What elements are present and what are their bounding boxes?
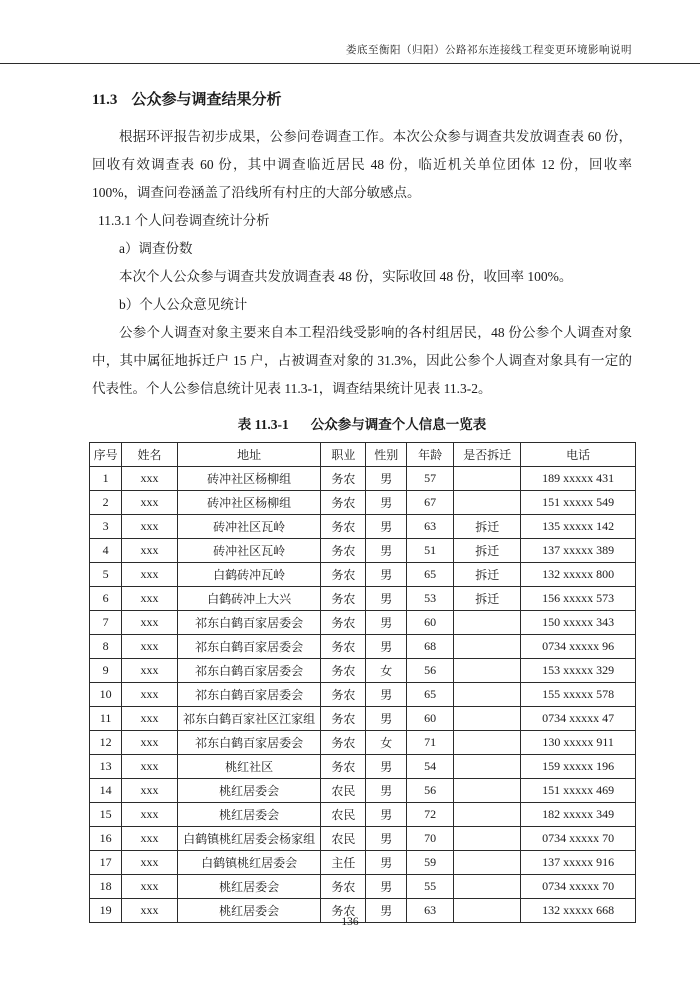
table-cell: 65 <box>407 563 454 587</box>
table-cell <box>454 779 521 803</box>
table-cell: 男 <box>366 779 407 803</box>
table-cell: 农民 <box>321 803 366 827</box>
table-header-cell: 年龄 <box>407 443 454 467</box>
table-cell: 砖冲社区瓦岭 <box>177 539 321 563</box>
table-cell: 砖冲社区杨柳组 <box>177 467 321 491</box>
table-cell: 务农 <box>321 731 366 755</box>
table-cell: 男 <box>366 827 407 851</box>
table-cell: xxx <box>122 827 178 851</box>
table-cell: xxx <box>122 515 178 539</box>
table-cell: 祁东白鹤百家居委会 <box>177 611 321 635</box>
table-cell: 182 xxxxx 349 <box>521 803 636 827</box>
table-cell: 务农 <box>321 659 366 683</box>
table-cell <box>454 851 521 875</box>
table-row <box>90 851 636 875</box>
table-cell: 11 <box>90 707 122 731</box>
table-header-cell: 性别 <box>366 443 407 467</box>
table-cell: 拆迁 <box>454 539 521 563</box>
table-cell: 155 xxxxx 578 <box>521 683 636 707</box>
table-cell: 189 xxxxx 431 <box>521 467 636 491</box>
table-cell <box>454 875 521 899</box>
table-cell: 男 <box>366 803 407 827</box>
table-cell: xxx <box>122 803 178 827</box>
table-cell: 桃红居委会 <box>177 899 321 923</box>
table-cell: 务农 <box>321 611 366 635</box>
table-cell: 男 <box>366 563 407 587</box>
table-caption-title: 公众参与调查个人信息一览表 <box>310 417 487 432</box>
table-cell: 拆迁 <box>454 587 521 611</box>
table-row <box>90 587 636 611</box>
table-cell: 8 <box>90 635 122 659</box>
table-row <box>90 659 636 683</box>
table-cell: 13 <box>90 755 122 779</box>
page-number: 136 <box>341 916 359 928</box>
table-cell: xxx <box>122 587 178 611</box>
table-cell: 151 xxxxx 469 <box>521 779 636 803</box>
table-cell: 56 <box>407 659 454 683</box>
table-cell: 72 <box>407 803 454 827</box>
table-header-cell: 电话 <box>521 443 636 467</box>
table-row <box>90 563 636 587</box>
table-cell: 祁东白鹤百家居委会 <box>177 683 321 707</box>
table-cell: 132 xxxxx 800 <box>521 563 636 587</box>
table-cell: 桃红居委会 <box>177 779 321 803</box>
table-cell: 59 <box>407 851 454 875</box>
table-cell: 6 <box>90 587 122 611</box>
table-cell: 务农 <box>321 563 366 587</box>
table-cell: 男 <box>366 587 407 611</box>
table-row <box>90 707 636 731</box>
table-cell: 拆迁 <box>454 515 521 539</box>
table-cell: 16 <box>90 827 122 851</box>
table-cell: 务农 <box>321 755 366 779</box>
table-cell <box>454 635 521 659</box>
table-cell: 70 <box>407 827 454 851</box>
table-cell: 9 <box>90 659 122 683</box>
table-cell: xxx <box>122 755 178 779</box>
table-cell: 务农 <box>321 467 366 491</box>
table-cell: 12 <box>90 731 122 755</box>
personal-info-table <box>89 442 636 923</box>
table-cell: 女 <box>366 659 407 683</box>
table-cell <box>454 707 521 731</box>
table-cell <box>454 731 521 755</box>
table-cell: xxx <box>122 539 178 563</box>
table-cell: 祁东白鹤百家居委会 <box>177 635 321 659</box>
table-cell: 18 <box>90 875 122 899</box>
table-cell: 白鹤砖冲瓦岭 <box>177 563 321 587</box>
table-cell: 男 <box>366 899 407 923</box>
table-header-cell: 序号 <box>90 443 122 467</box>
table-cell: 54 <box>407 755 454 779</box>
table-cell: 159 xxxxx 196 <box>521 755 636 779</box>
table-cell <box>454 611 521 635</box>
table-cell: 153 xxxxx 329 <box>521 659 636 683</box>
table-cell: 63 <box>407 899 454 923</box>
table-cell <box>454 467 521 491</box>
table-cell: xxx <box>122 611 178 635</box>
table-cell: 53 <box>407 587 454 611</box>
table-cell: 0734 xxxxx 70 <box>521 875 636 899</box>
section-title: 公众参与调查结果分析 <box>131 91 282 108</box>
list-item-a: a）调查份数 <box>119 241 193 256</box>
table-cell: xxx <box>122 659 178 683</box>
table-cell: 2 <box>90 491 122 515</box>
table-row <box>90 755 636 779</box>
table-cell: 男 <box>366 683 407 707</box>
table-cell: 0734 xxxxx 70 <box>521 827 636 851</box>
table-caption <box>92 413 632 433</box>
table-cell: 男 <box>366 515 407 539</box>
table-cell: 0734 xxxxx 96 <box>521 635 636 659</box>
table-cell: xxx <box>122 779 178 803</box>
table-cell <box>454 683 521 707</box>
table-cell: 51 <box>407 539 454 563</box>
table-cell: 63 <box>407 515 454 539</box>
table-cell: 拆迁 <box>454 563 521 587</box>
table-cell: 137 xxxxx 916 <box>521 851 636 875</box>
table-header-cell: 地址 <box>177 443 321 467</box>
table-row <box>90 467 636 491</box>
table-cell: xxx <box>122 635 178 659</box>
table-cell: 务农 <box>321 515 366 539</box>
table-cell: 14 <box>90 779 122 803</box>
table-cell: 132 xxxxx 668 <box>521 899 636 923</box>
table-cell: 农民 <box>321 779 366 803</box>
table-cell: xxx <box>122 899 178 923</box>
table-cell: 130 xxxxx 911 <box>521 731 636 755</box>
table-cell: 57 <box>407 467 454 491</box>
table-container <box>89 442 636 923</box>
table-cell <box>454 755 521 779</box>
table-cell: 5 <box>90 563 122 587</box>
table-cell: 白鹤砖冲上大兴 <box>177 587 321 611</box>
table-cell: 白鹤镇桃红居委会杨家组 <box>177 827 321 851</box>
subsection-heading: 11.3.1 个人问卷调查统计分析 <box>98 213 270 228</box>
table-cell <box>454 803 521 827</box>
table-row <box>90 515 636 539</box>
list-item-b: b）个人公众意见统计 <box>119 297 248 312</box>
paragraph-survey-count: 本次个人公众参与调查共发放调查表 48 份，实际收回 48 份，收回率 100%。 <box>119 269 573 284</box>
table-cell: xxx <box>122 875 178 899</box>
table-cell: 男 <box>366 539 407 563</box>
table-cell <box>454 491 521 515</box>
table-cell: 1 <box>90 467 122 491</box>
table-cell: 务农 <box>321 875 366 899</box>
table-row <box>90 683 636 707</box>
table-cell: xxx <box>122 851 178 875</box>
table-row <box>90 827 636 851</box>
table-cell: xxx <box>122 707 178 731</box>
table-cell: 白鹤镇桃红居委会 <box>177 851 321 875</box>
paragraph-survey-overview: 根据环评报告初步成果，公参问卷调查工作。本次公众参与调查共发放调查表 60 份，回收有效调查表 60 份，其中调查临近居民 48 份，临近机关单位团体 12 份，回收率 100%，调查问卷涵盖了沿线所有村庄的大部分敏感点。 <box>92 129 632 200</box>
table-cell: 男 <box>366 851 407 875</box>
table-cell: 务农 <box>321 683 366 707</box>
table-body <box>90 467 636 923</box>
table-cell: 桃红居委会 <box>177 875 321 899</box>
table-cell: 60 <box>407 707 454 731</box>
table-cell: 务农 <box>321 491 366 515</box>
table-cell: 55 <box>407 875 454 899</box>
table-row <box>90 491 636 515</box>
table-header-cell: 职业 <box>321 443 366 467</box>
table-cell: 男 <box>366 467 407 491</box>
table-cell: 砖冲社区杨柳组 <box>177 491 321 515</box>
table-cell: 务农 <box>321 707 366 731</box>
table-cell: 务农 <box>321 587 366 611</box>
table-cell: 男 <box>366 707 407 731</box>
table-row <box>90 539 636 563</box>
table-header-row <box>90 443 636 467</box>
table-cell: 桃红社区 <box>177 755 321 779</box>
table-cell: xxx <box>122 731 178 755</box>
table-cell: 135 xxxxx 142 <box>521 515 636 539</box>
table-row <box>90 803 636 827</box>
table-cell: 151 xxxxx 549 <box>521 491 636 515</box>
table-header-cell: 是否拆迁 <box>454 443 521 467</box>
table-cell: 砖冲社区瓦岭 <box>177 515 321 539</box>
table-cell: 56 <box>407 779 454 803</box>
table-cell: 祁东白鹤百家居委会 <box>177 731 321 755</box>
section-heading <box>92 88 632 109</box>
running-header-title: 娄底至衡阳（归阳）公路祁东连接线工程变更环境影响说明 <box>346 45 632 56</box>
table-header-cell: 姓名 <box>122 443 178 467</box>
table-cell: 务农 <box>321 539 366 563</box>
table-cell: 4 <box>90 539 122 563</box>
table-row <box>90 731 636 755</box>
table-cell: 137 xxxxx 389 <box>521 539 636 563</box>
table-cell: 10 <box>90 683 122 707</box>
table-cell: 0734 xxxxx 47 <box>521 707 636 731</box>
table-caption-label: 表 11.3-1 <box>237 417 289 432</box>
document-header <box>0 0 700 64</box>
table-row <box>90 611 636 635</box>
table-cell: 务农 <box>321 899 366 923</box>
table-cell: 60 <box>407 611 454 635</box>
page-content <box>0 64 700 923</box>
table-cell: 65 <box>407 683 454 707</box>
table-cell: 17 <box>90 851 122 875</box>
table-row <box>90 635 636 659</box>
table-cell: xxx <box>122 491 178 515</box>
table-cell: 15 <box>90 803 122 827</box>
table-cell: 农民 <box>321 827 366 851</box>
section-number: 11.3 <box>92 92 118 108</box>
paragraph-respondents: 公参个人调查对象主要来自本工程沿线受影响的各村组居民，48 份公参个人调查对象中，其中属征地拆迁户 15 户，占被调查对象的 31.3%，因此公参个人调查对象具有一定的代表性。个人公参信息统计见表 11.3-1，调查结果统计见表 11.3-2。 <box>92 325 632 396</box>
table-row <box>90 875 636 899</box>
table-cell: 男 <box>366 755 407 779</box>
table-cell: 19 <box>90 899 122 923</box>
table-cell: 男 <box>366 491 407 515</box>
table-cell: 桃红居委会 <box>177 803 321 827</box>
table-cell: 祁东白鹤百家居委会 <box>177 659 321 683</box>
table-cell: 150 xxxxx 343 <box>521 611 636 635</box>
table-cell: 主任 <box>321 851 366 875</box>
table-cell: xxx <box>122 683 178 707</box>
table-cell: 67 <box>407 491 454 515</box>
table-cell: 3 <box>90 515 122 539</box>
table-cell: 男 <box>366 875 407 899</box>
table-cell: 7 <box>90 611 122 635</box>
table-cell: 男 <box>366 611 407 635</box>
table-cell: xxx <box>122 563 178 587</box>
table-cell: 女 <box>366 731 407 755</box>
table-cell: 71 <box>407 731 454 755</box>
table-cell: xxx <box>122 467 178 491</box>
table-cell: 务农 <box>321 635 366 659</box>
table-cell: 祁东白鹤百家社区江家组 <box>177 707 321 731</box>
table-cell <box>454 827 521 851</box>
table-cell: 68 <box>407 635 454 659</box>
table-cell <box>454 659 521 683</box>
table-cell: 156 xxxxx 573 <box>521 587 636 611</box>
table-cell: 男 <box>366 635 407 659</box>
table-row <box>90 779 636 803</box>
